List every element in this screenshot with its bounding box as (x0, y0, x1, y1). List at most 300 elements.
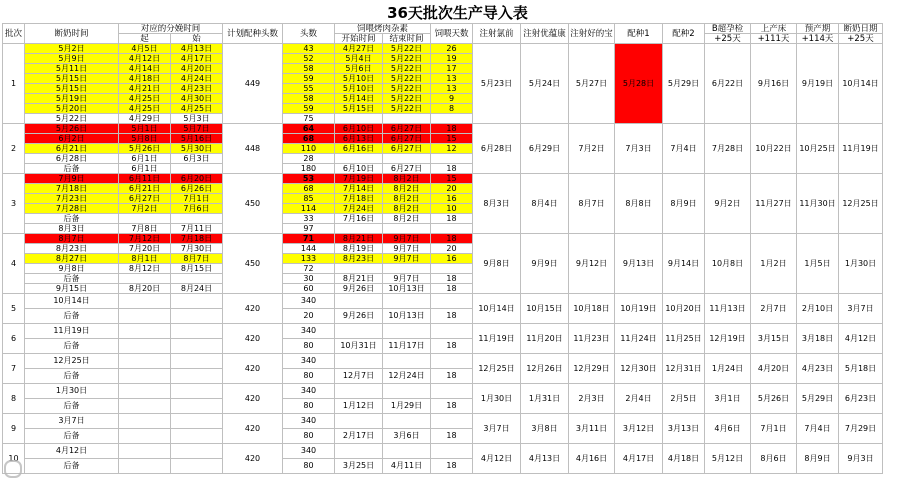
header-wean-time: 断奶时间 (25, 24, 119, 44)
feed-days-cell (431, 444, 473, 459)
header-inj-a: 注射氯前 (473, 24, 521, 44)
mate-end-cell (171, 384, 223, 399)
wean-time-cell: 后备 (25, 339, 119, 354)
feed-start-cell: 3月25日 (335, 459, 383, 474)
feed-days-cell: 17 (431, 64, 473, 74)
feed-days-cell: 15 (431, 174, 473, 184)
wean-time-cell: 后备 (25, 399, 119, 414)
wean-time-cell: 4月12日 (25, 444, 119, 459)
feed-end-cell: 6月27日 (383, 124, 431, 134)
feed-start-cell: 10月31日 (335, 339, 383, 354)
inj-c-date-cell: 10月18日 (569, 294, 615, 324)
feed-start-cell: 8月23日 (335, 254, 383, 264)
feed-start-cell: 6月16日 (335, 144, 383, 154)
feed-days-cell (431, 324, 473, 339)
breed1-date-cell: 9月13日 (615, 234, 663, 294)
feed-days-cell: 9 (431, 94, 473, 104)
watermark-logo-icon (4, 460, 22, 478)
feed-end-cell (383, 224, 431, 234)
wean-time-cell: 6月28日 (25, 154, 119, 164)
wean-time-cell: 7月23日 (25, 194, 119, 204)
header-due-add: +114天 (797, 34, 839, 44)
wean-time-cell: 5月9日 (25, 54, 119, 64)
heads-cell: 59 (283, 74, 335, 84)
mate-start-cell: 5月1日 (119, 124, 171, 134)
wean-time-cell: 后备 (25, 369, 119, 384)
feed-end-cell: 9月7日 (383, 244, 431, 254)
feed-end-cell: 8月2日 (383, 204, 431, 214)
feed-end-cell (383, 264, 431, 274)
feed-start-cell: 7月16日 (335, 214, 383, 224)
batch-number: 3 (3, 174, 25, 234)
bscan-date-cell: 12月19日 (705, 324, 751, 354)
mate-end-cell: 7月1日 (171, 194, 223, 204)
feed-start-cell: 2月17日 (335, 429, 383, 444)
wean-time-cell: 5月15日 (25, 74, 119, 84)
feed-days-cell (431, 414, 473, 429)
feed-end-cell: 5月22日 (383, 64, 431, 74)
feed-start-cell: 8月19日 (335, 244, 383, 254)
wean-time-cell: 7月9日 (25, 174, 119, 184)
mate-start-cell (119, 369, 171, 384)
heads-cell: 133 (283, 254, 335, 264)
inj-c-date-cell: 3月11日 (569, 414, 615, 444)
feed-days-cell: 18 (431, 369, 473, 384)
feed-end-cell: 1月29日 (383, 399, 431, 414)
feed-end-cell (383, 114, 431, 124)
mate-end-cell: 4月23日 (171, 84, 223, 94)
farrow-date-cell: 8月6日 (751, 444, 797, 474)
mate-start-cell (119, 274, 171, 284)
header-plan-heads: 计划配种头数 (223, 24, 283, 44)
heads-cell: 80 (283, 459, 335, 474)
mate-end-cell: 8月24日 (171, 284, 223, 294)
feed-days-cell (431, 384, 473, 399)
batch-number: 8 (3, 384, 25, 414)
feed-days-cell: 18 (431, 124, 473, 134)
heads-cell: 43 (283, 44, 335, 54)
heads-cell: 110 (283, 144, 335, 154)
wean-time-cell: 8月3日 (25, 224, 119, 234)
due-date-cell: 2月10日 (797, 294, 839, 324)
mate-start-cell: 7月8日 (119, 224, 171, 234)
mate-end-cell (171, 444, 223, 459)
mate-end-cell: 5月30日 (171, 144, 223, 154)
feed-days-cell (431, 154, 473, 164)
feed-start-cell: 7月18日 (335, 194, 383, 204)
feed-days-cell: 15 (431, 134, 473, 144)
feed-start-cell: 5月10日 (335, 84, 383, 94)
production-table (2, 23, 883, 474)
inj-c-date-cell: 4月16日 (569, 444, 615, 474)
table-row (3, 444, 883, 459)
mate-end-cell: 6月20日 (171, 174, 223, 184)
feed-start-cell: 5月14日 (335, 94, 383, 104)
plan-heads-cell: 420 (223, 414, 283, 444)
mate-end-cell: 7月6日 (171, 204, 223, 214)
header-farrow: 上产床 (751, 24, 797, 34)
wean-time-cell: 后备 (25, 164, 119, 174)
feed-end-cell: 8月2日 (383, 174, 431, 184)
plan-heads-cell: 420 (223, 354, 283, 384)
inj-a-date-cell: 3月7日 (473, 414, 521, 444)
inj-b-date-cell: 12月26日 (521, 354, 569, 384)
feed-start-cell: 5月6日 (335, 64, 383, 74)
wean-time-cell: 6月2日 (25, 134, 119, 144)
bscan-date-cell: 3月1日 (705, 384, 751, 414)
inj-a-date-cell: 11月19日 (473, 324, 521, 354)
mate-end-cell (171, 339, 223, 354)
header-wean: 断奶日期 (839, 24, 883, 34)
wean-time-cell: 1月30日 (25, 384, 119, 399)
mate-end-cell: 4月24日 (171, 74, 223, 84)
mate-start-cell (119, 384, 171, 399)
heads-cell: 68 (283, 134, 335, 144)
heads-cell: 71 (283, 234, 335, 244)
feed-days-cell: 8 (431, 104, 473, 114)
breed2-date-cell: 9月14日 (663, 234, 705, 294)
batch-number: 10 (3, 444, 25, 474)
header-mate-group: 对应的分娩时间 (119, 24, 223, 34)
mate-end-cell: 4月30日 (171, 94, 223, 104)
due-date-cell: 3月18日 (797, 324, 839, 354)
feed-end-cell: 8月2日 (383, 184, 431, 194)
feed-start-cell (335, 224, 383, 234)
feed-end-cell: 3月6日 (383, 429, 431, 444)
mate-end-cell (171, 309, 223, 324)
table-row (3, 414, 883, 429)
heads-cell: 64 (283, 124, 335, 134)
feed-end-cell: 11月17日 (383, 339, 431, 354)
heads-cell: 52 (283, 54, 335, 64)
inj-b-date-cell: 10月15日 (521, 294, 569, 324)
mate-start-cell: 6月1日 (119, 164, 171, 174)
mate-start-cell (119, 214, 171, 224)
mate-start-cell: 8月12日 (119, 264, 171, 274)
sheet-title: 36天批次生产导入表 (387, 4, 528, 22)
mate-start-cell: 7月20日 (119, 244, 171, 254)
plan-heads-cell: 450 (223, 234, 283, 294)
feed-days-cell: 13 (431, 74, 473, 84)
due-date-cell: 1月5日 (797, 234, 839, 294)
wean-time-cell: 后备 (25, 214, 119, 224)
mate-start-cell: 4月18日 (119, 74, 171, 84)
wean-time-cell: 7月18日 (25, 184, 119, 194)
wean-time-cell: 6月21日 (25, 144, 119, 154)
feed-end-cell (383, 324, 431, 339)
heads-cell: 114 (283, 204, 335, 214)
wean-time-cell: 10月14日 (25, 294, 119, 309)
due-date-cell: 7月4日 (797, 414, 839, 444)
mate-end-cell (171, 164, 223, 174)
mate-end-cell: 7月30日 (171, 244, 223, 254)
inj-b-date-cell: 8月4日 (521, 174, 569, 234)
feed-start-cell: 8月21日 (335, 234, 383, 244)
due-date-cell: 9月19日 (797, 44, 839, 124)
breed2-date-cell: 7月4日 (663, 124, 705, 174)
feed-days-cell: 18 (431, 429, 473, 444)
wean-time-cell: 7月28日 (25, 204, 119, 214)
wean-date-cell: 4月12日 (839, 324, 883, 354)
wean-date-cell: 1月30日 (839, 234, 883, 294)
wean-time-cell: 5月20日 (25, 104, 119, 114)
header-feed-end: 结束时间 (383, 34, 431, 44)
feed-start-cell: 7月19日 (335, 174, 383, 184)
feed-start-cell: 9月26日 (335, 284, 383, 294)
feed-end-cell: 6月27日 (383, 144, 431, 154)
wean-time-cell: 5月11日 (25, 64, 119, 74)
mate-end-cell: 8月7日 (171, 254, 223, 264)
feed-days-cell (431, 114, 473, 124)
feed-end-cell: 6月27日 (383, 164, 431, 174)
heads-cell: 340 (283, 354, 335, 369)
mate-start-cell (119, 414, 171, 429)
inj-b-date-cell: 1月31日 (521, 384, 569, 414)
inj-b-date-cell: 5月24日 (521, 44, 569, 124)
breed2-date-cell: 10月20日 (663, 294, 705, 324)
feed-start-cell: 5月4日 (335, 54, 383, 64)
wean-time-cell: 9月8日 (25, 264, 119, 274)
feed-end-cell (383, 384, 431, 399)
feed-end-cell (383, 414, 431, 429)
header-feed-days: 饲喂天数 (431, 24, 473, 44)
due-date-cell: 8月9日 (797, 444, 839, 474)
mate-start-cell: 5月26日 (119, 144, 171, 154)
mate-start-cell: 4月25日 (119, 104, 171, 114)
feed-days-cell: 18 (431, 234, 473, 244)
heads-cell: 340 (283, 294, 335, 309)
mate-start-cell (119, 399, 171, 414)
heads-cell: 20 (283, 309, 335, 324)
feed-start-cell: 9月26日 (335, 309, 383, 324)
inj-a-date-cell: 1月30日 (473, 384, 521, 414)
breed2-date-cell: 3月13日 (663, 414, 705, 444)
feed-start-cell: 5月15日 (335, 104, 383, 114)
feed-start-cell: 6月10日 (335, 164, 383, 174)
mate-start-cell: 4月25日 (119, 94, 171, 104)
mate-start-cell (119, 429, 171, 444)
mate-end-cell: 4月25日 (171, 104, 223, 114)
watermark (4, 460, 134, 484)
feed-end-cell: 5月22日 (383, 94, 431, 104)
mate-end-cell (171, 274, 223, 284)
heads-cell: 340 (283, 324, 335, 339)
wean-time-cell: 5月22日 (25, 114, 119, 124)
table-row (3, 174, 883, 184)
feed-days-cell: 18 (431, 399, 473, 414)
feed-start-cell (335, 354, 383, 369)
farrow-date-cell: 7月1日 (751, 414, 797, 444)
farrow-date-cell: 11月27日 (751, 174, 797, 234)
feed-start-cell (335, 414, 383, 429)
heads-cell: 72 (283, 264, 335, 274)
header-due: 预产期 (797, 24, 839, 34)
plan-heads-cell: 450 (223, 174, 283, 234)
wean-time-cell: 后备 (25, 459, 119, 474)
feed-end-cell: 8月2日 (383, 194, 431, 204)
breed2-date-cell: 8月9日 (663, 174, 705, 234)
inj-c-date-cell: 2月3日 (569, 384, 615, 414)
feed-days-cell (431, 264, 473, 274)
heads-cell: 75 (283, 114, 335, 124)
mate-end-cell: 5月3日 (171, 114, 223, 124)
mate-start-cell (119, 294, 171, 309)
feed-days-cell: 18 (431, 284, 473, 294)
wean-time-cell: 11月19日 (25, 324, 119, 339)
heads-cell: 53 (283, 174, 335, 184)
bscan-date-cell: 10月8日 (705, 234, 751, 294)
wean-time-cell: 8月23日 (25, 244, 119, 254)
inj-a-date-cell: 10月14日 (473, 294, 521, 324)
table-row (3, 44, 883, 54)
farrow-date-cell: 5月26日 (751, 384, 797, 414)
feed-start-cell (335, 294, 383, 309)
feed-days-cell: 13 (431, 84, 473, 94)
plan-heads-cell: 420 (223, 294, 283, 324)
header-farrow-add: +111天 (751, 34, 797, 44)
breed1-date-cell: 4月17日 (615, 444, 663, 474)
mate-start-cell: 8月1日 (119, 254, 171, 264)
plan-heads-cell: 420 (223, 324, 283, 354)
breed2-date-cell: 2月5日 (663, 384, 705, 414)
feed-end-cell: 10月13日 (383, 309, 431, 324)
feed-days-cell: 18 (431, 164, 473, 174)
mate-end-cell: 8月15日 (171, 264, 223, 274)
wean-time-cell: 后备 (25, 429, 119, 444)
mate-start-cell: 4月21日 (119, 84, 171, 94)
inj-c-date-cell: 9月12日 (569, 234, 615, 294)
heads-cell: 55 (283, 84, 335, 94)
farrow-date-cell: 9月16日 (751, 44, 797, 124)
mate-end-cell: 4月13日 (171, 44, 223, 54)
inj-b-date-cell: 6月29日 (521, 124, 569, 174)
header-mate-start: 起 (119, 34, 171, 44)
mate-start-cell: 4月14日 (119, 64, 171, 74)
mate-start-cell: 6月11日 (119, 174, 171, 184)
mate-end-cell: 5月7日 (171, 124, 223, 134)
feed-end-cell: 8月2日 (383, 214, 431, 224)
breed1-date-cell: 2月4日 (615, 384, 663, 414)
bscan-date-cell: 7月28日 (705, 124, 751, 174)
feed-days-cell: 20 (431, 244, 473, 254)
header-inj-b: 注射优蕴康 (521, 24, 569, 44)
inj-a-date-cell: 9月8日 (473, 234, 521, 294)
feed-end-cell: 5月22日 (383, 84, 431, 94)
plan-heads-cell: 448 (223, 124, 283, 174)
feed-days-cell: 18 (431, 459, 473, 474)
header-wean-add: +25天 (839, 34, 883, 44)
header-heads: 头数 (283, 24, 335, 44)
mate-end-cell (171, 354, 223, 369)
wean-time-cell: 12月25日 (25, 354, 119, 369)
mate-start-cell (119, 339, 171, 354)
plan-heads-cell: 449 (223, 44, 283, 124)
bscan-date-cell: 11月13日 (705, 294, 751, 324)
mate-start-cell: 8月20日 (119, 284, 171, 294)
farrow-date-cell: 3月15日 (751, 324, 797, 354)
feed-days-cell: 26 (431, 44, 473, 54)
feed-end-cell: 6月27日 (383, 134, 431, 144)
batch-number: 2 (3, 124, 25, 174)
plan-heads-cell: 420 (223, 444, 283, 474)
wean-time-cell: 5月19日 (25, 94, 119, 104)
breed2-date-cell: 5月29日 (663, 44, 705, 124)
feed-days-cell: 10 (431, 204, 473, 214)
farrow-date-cell: 10月22日 (751, 124, 797, 174)
feed-days-cell: 16 (431, 254, 473, 264)
feed-end-cell: 5月22日 (383, 74, 431, 84)
mate-end-cell (171, 369, 223, 384)
batch-number: 5 (3, 294, 25, 324)
inj-c-date-cell: 7月2日 (569, 124, 615, 174)
wean-date-cell: 6月23日 (839, 384, 883, 414)
feed-end-cell: 4月11日 (383, 459, 431, 474)
mate-start-cell: 6月1日 (119, 154, 171, 164)
feed-start-cell (335, 114, 383, 124)
table-row (3, 294, 883, 309)
breed1-date-cell: 3月12日 (615, 414, 663, 444)
heads-cell: 144 (283, 244, 335, 254)
wean-time-cell: 5月26日 (25, 124, 119, 134)
wean-time-cell: 3月7日 (25, 414, 119, 429)
heads-cell: 58 (283, 64, 335, 74)
table-row (3, 234, 883, 244)
wean-time-cell: 后备 (25, 274, 119, 284)
mate-end-cell (171, 399, 223, 414)
inj-c-date-cell: 8月7日 (569, 174, 615, 234)
mate-end-cell (171, 294, 223, 309)
feed-days-cell: 19 (431, 54, 473, 64)
inj-c-date-cell: 11月23日 (569, 324, 615, 354)
table-row (3, 124, 883, 134)
plan-heads-cell: 420 (223, 384, 283, 414)
heads-cell: 58 (283, 94, 335, 104)
breed1-date-cell: 12月30日 (615, 354, 663, 384)
batch-number: 7 (3, 354, 25, 384)
feed-start-cell: 12月7日 (335, 369, 383, 384)
feed-days-cell: 18 (431, 339, 473, 354)
heads-cell: 80 (283, 399, 335, 414)
heads-cell: 340 (283, 414, 335, 429)
breed1-date-cell: 5月28日 (615, 44, 663, 124)
mate-end-cell: 7月11日 (171, 224, 223, 234)
mate-end-cell: 6月3日 (171, 154, 223, 164)
bscan-date-cell: 9月2日 (705, 174, 751, 234)
wean-date-cell: 9月3日 (839, 444, 883, 474)
feed-days-cell (431, 224, 473, 234)
feed-start-cell: 1月12日 (335, 399, 383, 414)
inj-a-date-cell: 5月23日 (473, 44, 521, 124)
breed2-date-cell: 11月25日 (663, 324, 705, 354)
inj-a-date-cell: 6月28日 (473, 124, 521, 174)
table-body (3, 44, 883, 474)
heads-cell: 80 (283, 369, 335, 384)
wean-time-cell: 5月15日 (25, 84, 119, 94)
breed1-date-cell: 8月8日 (615, 174, 663, 234)
feed-end-cell: 5月22日 (383, 54, 431, 64)
inj-a-date-cell: 12月25日 (473, 354, 521, 384)
feed-end-cell: 12月24日 (383, 369, 431, 384)
mate-start-cell: 4月29日 (119, 114, 171, 124)
feed-start-cell: 8月21日 (335, 274, 383, 284)
heads-cell: 180 (283, 164, 335, 174)
mate-start-cell: 6月21日 (119, 184, 171, 194)
feed-days-cell: 16 (431, 194, 473, 204)
feed-start-cell (335, 154, 383, 164)
mate-start-cell (119, 309, 171, 324)
feed-end-cell: 9月7日 (383, 254, 431, 264)
table-row (3, 384, 883, 399)
